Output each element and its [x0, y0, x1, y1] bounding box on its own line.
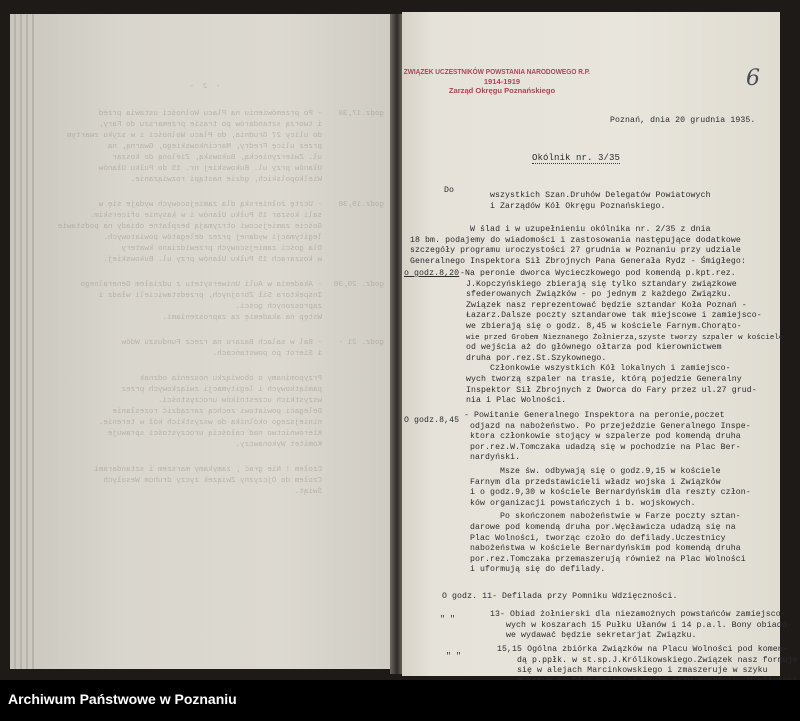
verso-line: Goście zamiejscowi otrzymają bezpłatne obiady na podstawie [57, 223, 322, 231]
text-line: druha por.rez.St.Szykownego. [466, 353, 607, 363]
verso-block [24, 200, 384, 280]
text-line: sfederowanych Związków - po jednym z każdego Związku. [466, 290, 732, 300]
text-line: Członkowie wszystkich Kół lokalnych i zamiejsco- [490, 364, 731, 374]
text-line: 15,15 Ogólna zbiórka Związków na Placu Wolności pod komen- [497, 645, 788, 654]
verso-line: wszystkich uczestników uroczystości. [157, 397, 322, 405]
text-line: Po skończonem nabożeństwie w Farze poczty sztan- [500, 512, 741, 522]
text-line: Msze św. odbywają się o godz.9,15 w kościele [500, 466, 721, 476]
ditto-marks: " " [446, 652, 462, 661]
verso-line: Delegaci powiatowi zechcą zarządzić rozesłanie [112, 408, 322, 416]
verso-page [10, 14, 393, 669]
intro-line: 18 bm. podajemy do wiadomości i zastosowania następujące dodatkowe [410, 235, 741, 245]
text-line: J.Kopczyńskiego zbierają się tylko sztandary związkowe [466, 279, 737, 289]
verso-line: ul. Zwierzyniecką, Bukowską, Zieloną do koszar [112, 154, 322, 162]
verso-line: i tworzą sztandarów po trasie przemarszu do Fary, [98, 121, 322, 129]
section-13-text [490, 610, 792, 642]
text-line: we wydawać będzie sekretarjat Związku. [506, 631, 697, 641]
text-line: i o godz.9,30 w kościele Bernardyńskim dla reszty człon- [470, 488, 751, 498]
addressee-line: wszystkich Szan.Druhów Delegatów Powiatowych [490, 191, 711, 200]
verso-line: Komitet Wykonawczy. [235, 441, 322, 449]
addressee-block [490, 191, 711, 212]
organization-stamp [402, 67, 602, 96]
text-line: wych tworzą szpaler na trasie, którą pojedzie Generalny [466, 374, 742, 384]
addressee-do: Do [444, 186, 455, 195]
archive-name: Archiwum Państwowe w Poznaniu [8, 691, 237, 707]
text-line: dą p.ppłk. w st.sp.J.Królikowskiego.Związek nasz formuje [517, 655, 798, 665]
verso-line: Świąt. [294, 488, 322, 496]
verso-line: Ułanów przy ul. Bukowskiej nr. 15 do Pułku Ułanów [98, 165, 322, 173]
text-line: i uformują się do defilady. [470, 565, 606, 575]
intro-line: Generalnego Inspektora Sił Zbrojnych Pana Generała Rydz - Śmigłego: [410, 256, 746, 266]
text-line: por.rez.W.Tomczaka udadzą się w pochodzie na Plac Ber- [470, 442, 741, 452]
text-line: -Na peronie dworca Wycieczkowego pod komendą p.kpt.rez. [460, 269, 736, 278]
intro-line: szczegóły programu uroczystości 27 grudnia w Poznaniu przy udziale [410, 246, 741, 256]
verso-block [24, 465, 384, 512]
verso-line: - Ucztę żołnierską dla zamiejscowych wydaje się w [98, 201, 322, 209]
verso-time: godz. 20,30 [333, 281, 384, 289]
verso-line: Wstęp na akademię za zaproszeniami. [162, 314, 322, 322]
time-label: o godz.8,20 [404, 269, 460, 278]
stamp-line-1: ZWIĄZEK UCZESTNIKÓW POWSTANIA NARODOWEGO R.P. [403, 67, 591, 76]
document-title [532, 153, 620, 164]
page-stack-edge [20, 14, 22, 669]
section-820-text [460, 269, 783, 407]
text-line: Plac Wolności, tworząc czoło do defilady.Uczestnicy [470, 533, 726, 543]
recto-page [402, 12, 798, 676]
section-845-text [464, 411, 751, 576]
text-line: por.rez.Tomczaka przemaszerują również na Plac Wolności [470, 554, 746, 564]
verso-time: godz. 21 - [338, 339, 384, 347]
text-line: Związek nasz reprezentować będzie sztandar Koła Poznań - [466, 300, 747, 310]
text-line: Farnym dla przedstawicieli władz wojska i Związków [470, 477, 721, 487]
verso-line: sali koszar 15 Pułku Ułanów i w kasynie oficerskim. [89, 212, 322, 220]
verso-line: w koszarach 15 Pułku Ułanów przy ul. Bukowskiej. [103, 256, 322, 264]
verso-time: godz.19,30 [338, 201, 384, 209]
verso-line: - Po przemówieniu na Placu Wolności ustawia przed [98, 110, 322, 118]
section-11-time: O godz. 11- [442, 592, 498, 601]
verso-line: Kierownictwo nad całością uroczystości sprawuje [107, 430, 322, 438]
verso-line: Inspektora Sił Zbrojnych, przedstawicieli władz i [98, 292, 322, 300]
verso-line: Dla gości zamiejscowych przewidziano kwatery [121, 245, 322, 253]
text-line: nardyński. [470, 453, 521, 463]
intro-paragraph [410, 225, 746, 267]
document-title-text: Okólnik nr. 3/35 [532, 153, 621, 163]
verso-line: - Akademia w Auli Uniwersytetu z udziałem Generalnego [80, 281, 322, 289]
folio-number: 6 [746, 66, 760, 91]
text-line: we zbierają się o godz. 8,45 w kościele Farnym.Chorąto- [466, 321, 742, 331]
verso-line: zaproszonych gości. [235, 303, 322, 311]
verso-line: Wielkopolskich, gdzie nastąpi rozwiązanie. [130, 176, 322, 184]
text-line: wie przed Grobem Nieznanego Żołnierza,szyste tworzy szpaler w kościele [466, 333, 784, 342]
verso-block [24, 280, 384, 338]
verso-time: godz.17,30 [338, 110, 384, 118]
text-line: Inspektor Sił Zbrojnych z Dworca do Fary przez ul.27 grud- [466, 385, 757, 395]
text-line: ków organizacji powstańczych i b. wojskowych. [470, 498, 696, 508]
intro-line: W ślad i w uzupełnieniu okólnika nr. 2/35 z dnia [470, 225, 711, 234]
verso-line: pamiątkowych i legitymacji związkowych przez [121, 386, 322, 394]
verso-block [24, 338, 384, 374]
verso-blocks [24, 109, 384, 512]
verso-line: i Sierot po powstańcach. [212, 350, 322, 358]
text-line: wych w koszarach 15 Pułku Ułanów i 14 p.a.l. Bony obiado- [506, 620, 792, 630]
text-line: nabożeństwa w kościele Bernardyńskim pod komendą druha [470, 544, 741, 554]
verso-line: niniejszego okólnika do wszystkich kół w terenie. [98, 419, 322, 427]
text-line: odjazd na nabożeństwo. Po przejeździe Generalnego Inspe- [470, 421, 751, 431]
addressee-line: i Zarządów Kół Okręgu Poznańskiego. [490, 201, 666, 211]
verso-block [24, 374, 384, 465]
place-date: Poznań, dnia 20 grudnia 1935. [610, 116, 756, 125]
archive-footer [0, 680, 800, 721]
text-line: - Powitanie Generalnego Inspektora na peronie,poczet [464, 411, 725, 420]
verso-line: - Bal w salach Bazaru na rzecz Funduszu Wdów [121, 339, 322, 347]
text-line: ktora członkowie stojący w szpalerze pod komendą druha [470, 432, 741, 442]
verso-line: do ulicy 27 Grudnia, do Placu Wolności i w szyku zwartym [66, 132, 322, 140]
verso-line: Czołem do Ojczyzny Związek życzy druhom Wesołych [103, 477, 322, 485]
page-stack-edge [14, 14, 16, 669]
stamp-line-2: 1914-1919 [483, 76, 521, 86]
verso-block [24, 109, 384, 200]
stamp-line-3: Zarząd Okręgu Poznańskiego [448, 86, 556, 95]
verso-line: Czołem ! Nie grać , zamykamy marszem i sztandarami [94, 466, 322, 474]
verso-line: legitymacji wydanej przez delegatów powiatowych. [103, 234, 322, 242]
text-line: Łazarz.Dalsze poczty sztandarowe tak miejscowe i zamiejsco- [466, 311, 762, 321]
text-line: się w alejach Marcinkowskiego i zmaszeruje w szyku [517, 666, 768, 676]
text-line: nia i Plac Wolności. [466, 396, 567, 406]
section-11-text: Defilada przy Pomniku Wdzięczności. [502, 592, 678, 601]
section-820-time [404, 269, 459, 280]
bleed-through-text [24, 82, 384, 512]
text-line: 13- Obiad żołnierski dla niezamożnych powstańców zamiejsco- [490, 610, 786, 619]
verso-line: przez ulicę Fredry, Marcinkowskiego, Gwarną, na [107, 143, 322, 151]
ditto-marks: " " [440, 615, 456, 624]
text-line: od wejścia aż do głównego ołtarza pod kierownictwem [466, 343, 722, 353]
verso-line: Przypominamy o obowiązku noszenia odznak [139, 375, 322, 383]
text-line: darowe pod komendą druha por.Węcławicza udadzą się na [470, 522, 736, 532]
section-845-time: O godz.8,45 [404, 416, 460, 425]
verso-page-number: - 2 - [187, 83, 221, 91]
